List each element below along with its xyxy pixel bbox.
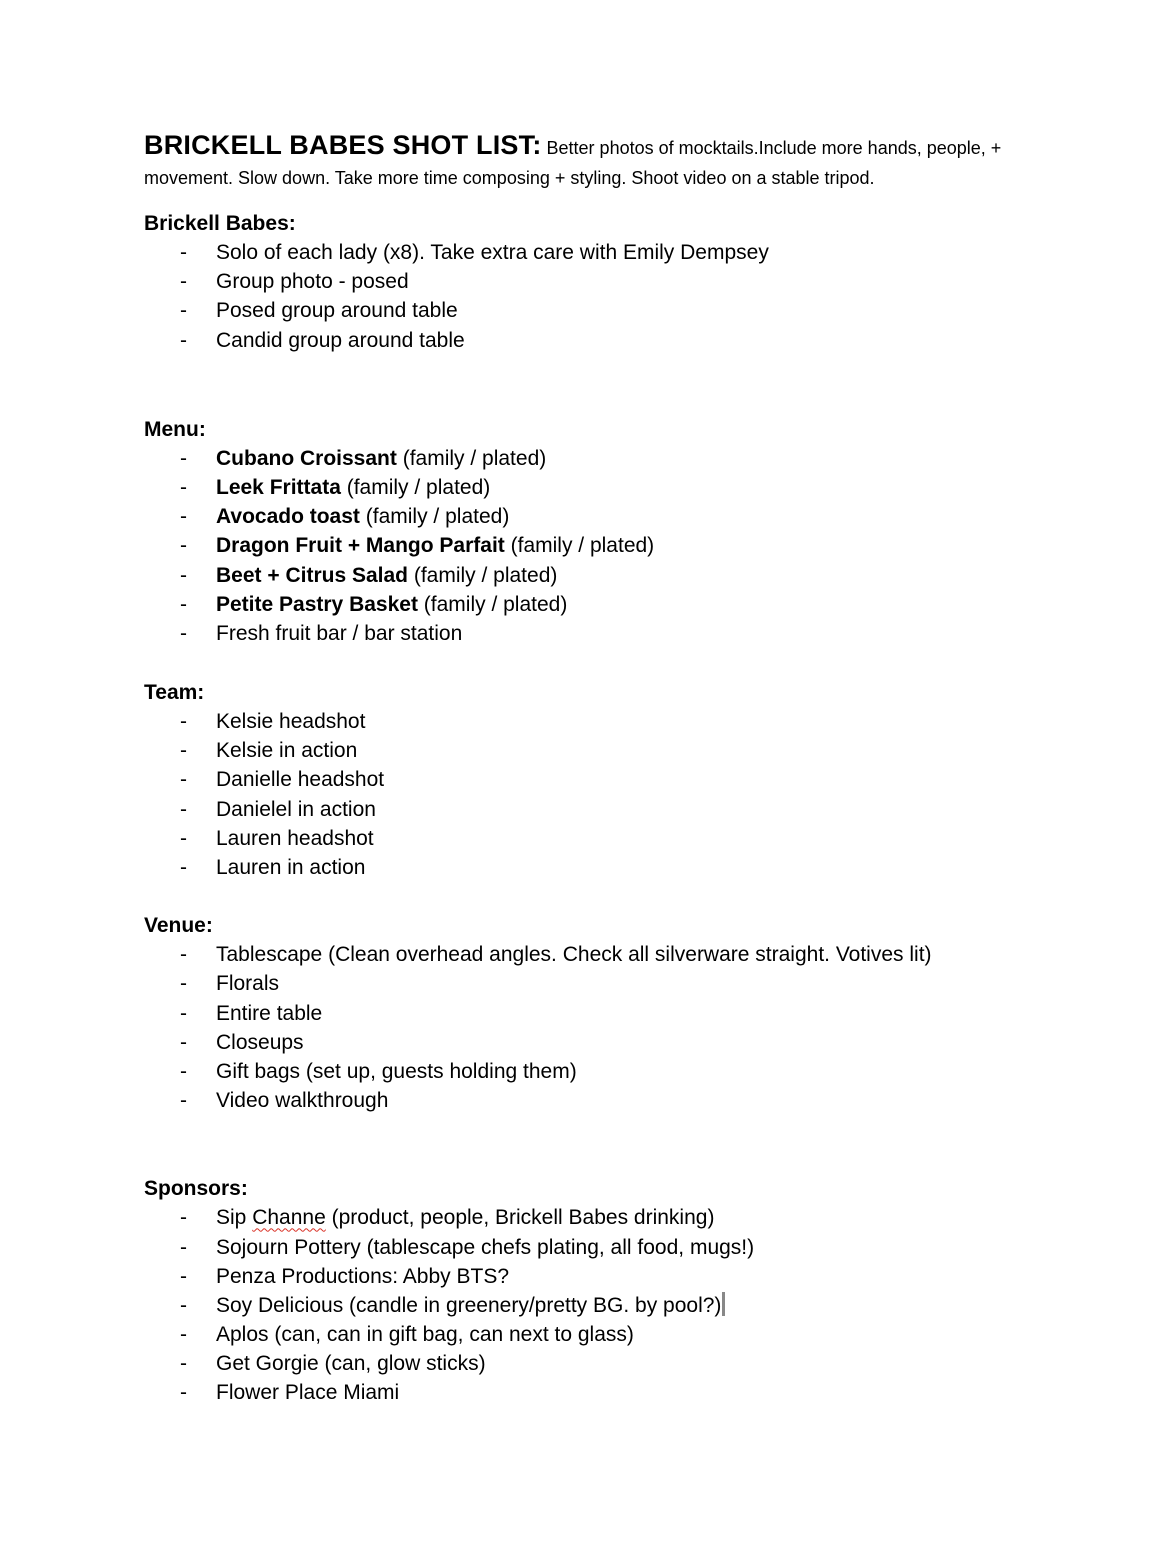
- dish-name: Beet + Citrus Salad: [216, 563, 408, 587]
- bullet-marker: -: [180, 1293, 187, 1317]
- list-item[interactable]: [144, 795, 1084, 824]
- item-text-prefix: Sip: [216, 1206, 253, 1230]
- section-heading[interactable]: Sponsors:: [144, 1177, 248, 1201]
- bullet-marker: -: [180, 534, 187, 558]
- item-text: Solo of each lady (x8). Take extra care with Emily Dempsey: [216, 241, 769, 264]
- bullet-marker: -: [180, 563, 187, 587]
- item-text: Lauren headshot: [216, 826, 374, 850]
- section-sponsors: [144, 1174, 1084, 1407]
- item-text: Fresh fruit bar / bar station: [216, 621, 463, 645]
- list-item[interactable]: [144, 1262, 1084, 1291]
- item-text: Florals: [216, 972, 280, 996]
- item-text: Tablescape (Clean overhead angles. Check all silverware straight. Votives lit): [216, 943, 932, 967]
- bullet-marker: -: [180, 1264, 187, 1288]
- list-item[interactable]: [144, 1028, 1084, 1057]
- dish-name: Petite Pastry Basket: [216, 592, 418, 616]
- bullet-marker: -: [180, 856, 187, 879]
- list-item[interactable]: [144, 531, 1084, 560]
- list-item[interactable]: [144, 765, 1084, 794]
- item-text: Flower Place Miami: [216, 1381, 400, 1405]
- bullet-marker: -: [180, 1323, 187, 1347]
- bullet-marker: -: [180, 621, 187, 645]
- dish-name: Leek Frittata: [216, 475, 341, 499]
- section-heading[interactable]: Brickell Babes:: [144, 212, 296, 235]
- text-cursor: [722, 1292, 725, 1316]
- item-text: Closeups: [216, 1030, 304, 1054]
- bullet-list: [144, 707, 1084, 882]
- list-item[interactable]: [144, 1378, 1084, 1407]
- item-text: Entire table: [216, 1001, 323, 1025]
- section-team: [144, 678, 1084, 882]
- item-text: Aplos (can, can in gift bag, can next to glass): [216, 1323, 634, 1347]
- bullet-marker: -: [180, 710, 187, 734]
- list-item[interactable]: [144, 561, 1084, 590]
- list-item[interactable]: [144, 590, 1084, 619]
- bullet-marker: -: [180, 328, 187, 352]
- item-text: Kelsie in action: [216, 739, 358, 763]
- bullet-list: [144, 1203, 1084, 1407]
- list-item[interactable]: [144, 619, 1084, 648]
- section-venue: [144, 911, 1084, 1115]
- section-heading[interactable]: Menu:: [144, 417, 206, 441]
- list-item[interactable]: [144, 969, 1084, 998]
- bullet-marker: -: [180, 826, 187, 850]
- item-text: Video walkthrough: [216, 1089, 389, 1113]
- list-item[interactable]: [144, 1233, 1084, 1262]
- spellcheck-flagged-word[interactable]: Channe: [252, 1206, 326, 1230]
- list-item[interactable]: [144, 736, 1084, 765]
- item-text: Get Gorgie (can, glow sticks): [216, 1352, 486, 1376]
- list-item[interactable]: [144, 853, 1084, 882]
- item-text: Danielel in action: [216, 797, 376, 821]
- list-item[interactable]: [144, 326, 1084, 355]
- bullet-marker: -: [180, 592, 187, 616]
- list-item[interactable]: [144, 267, 1084, 296]
- bullet-marker: -: [180, 1381, 187, 1405]
- dish-name: Avocado toast: [216, 505, 360, 529]
- bullet-marker: -: [180, 768, 187, 792]
- bullet-list: [144, 940, 1084, 1115]
- bullet-marker: -: [180, 972, 187, 996]
- bullet-marker: -: [180, 1206, 187, 1230]
- dish-name: Cubano Croissant: [216, 446, 397, 470]
- section-heading[interactable]: Venue:: [144, 914, 213, 938]
- dish-detail: (family / plated): [346, 475, 491, 499]
- document-page: [144, 130, 1084, 1408]
- bullet-list: [144, 444, 1084, 648]
- bullet-marker: -: [180, 797, 187, 821]
- list-item[interactable]: [144, 1291, 1084, 1320]
- list-item[interactable]: [144, 238, 1084, 267]
- bullet-list: [144, 238, 1084, 355]
- dish-detail: (family / plated): [365, 505, 510, 529]
- bullet-marker: -: [180, 1089, 187, 1113]
- list-item[interactable]: [144, 473, 1084, 502]
- list-item[interactable]: [144, 1349, 1084, 1378]
- item-text: Group photo - posed: [216, 270, 409, 294]
- dish-detail: (family / plated): [402, 446, 547, 470]
- dish-detail: (family / plated): [423, 592, 568, 616]
- bullet-marker: -: [180, 446, 187, 470]
- list-item[interactable]: [144, 1057, 1084, 1086]
- doc-intro: Better photos of mocktails.Include more hands, people, + movement. Slow down. Take more time composing + styling. Shoot video on a stable tripod.: [144, 138, 1002, 188]
- list-item[interactable]: [144, 296, 1084, 325]
- item-text: Lauren in action: [216, 856, 366, 879]
- bullet-marker: -: [180, 1030, 187, 1054]
- item-text: Candid group around table: [216, 328, 465, 352]
- item-text: Gift bags (set up, guests holding them): [216, 1059, 577, 1083]
- bullet-marker: -: [180, 1001, 187, 1025]
- list-item[interactable]: [144, 1320, 1084, 1349]
- dish-detail: (family / plated): [413, 563, 558, 587]
- item-text-suffix: (product, people, Brickell Babes drinking): [325, 1206, 715, 1230]
- item-text: Sojourn Pottery (tablescape chefs plating, all food, mugs!): [216, 1235, 755, 1259]
- bullet-marker: -: [180, 299, 187, 323]
- list-item[interactable]: [144, 444, 1084, 473]
- bullet-marker: -: [180, 475, 187, 499]
- bullet-marker: -: [180, 1235, 187, 1259]
- item-text: Soy Delicious (candle in greenery/pretty BG. by pool?): [216, 1293, 722, 1317]
- bullet-marker: -: [180, 270, 187, 294]
- bullet-marker: -: [180, 505, 187, 529]
- list-item[interactable]: [144, 1203, 1084, 1232]
- item-text: Danielle headshot: [216, 768, 385, 792]
- doc-title: BRICKELL BABES SHOT LIST:: [144, 130, 542, 160]
- list-item[interactable]: [144, 707, 1084, 736]
- section-menu: [144, 415, 1084, 648]
- list-item[interactable]: [144, 999, 1084, 1028]
- bullet-marker: -: [180, 943, 187, 967]
- list-item[interactable]: [144, 824, 1084, 853]
- bullet-marker: -: [180, 241, 187, 264]
- bullet-marker: -: [180, 1352, 187, 1376]
- section-heading[interactable]: Team:: [144, 681, 205, 705]
- bullet-marker: -: [180, 1059, 187, 1083]
- section-brickell-babes: [144, 209, 1084, 355]
- list-item[interactable]: [144, 940, 1084, 969]
- item-text: Kelsie headshot: [216, 710, 366, 734]
- item-text: Penza Productions: Abby BTS?: [216, 1264, 510, 1288]
- dish-detail: (family / plated): [510, 534, 655, 558]
- list-item[interactable]: [144, 1086, 1084, 1115]
- item-text: Posed group around table: [216, 299, 458, 323]
- title-paragraph[interactable]: [144, 130, 1084, 193]
- list-item[interactable]: [144, 502, 1084, 531]
- bullet-marker: -: [180, 739, 187, 763]
- dish-name: Dragon Fruit + Mango Parfait: [216, 534, 505, 558]
